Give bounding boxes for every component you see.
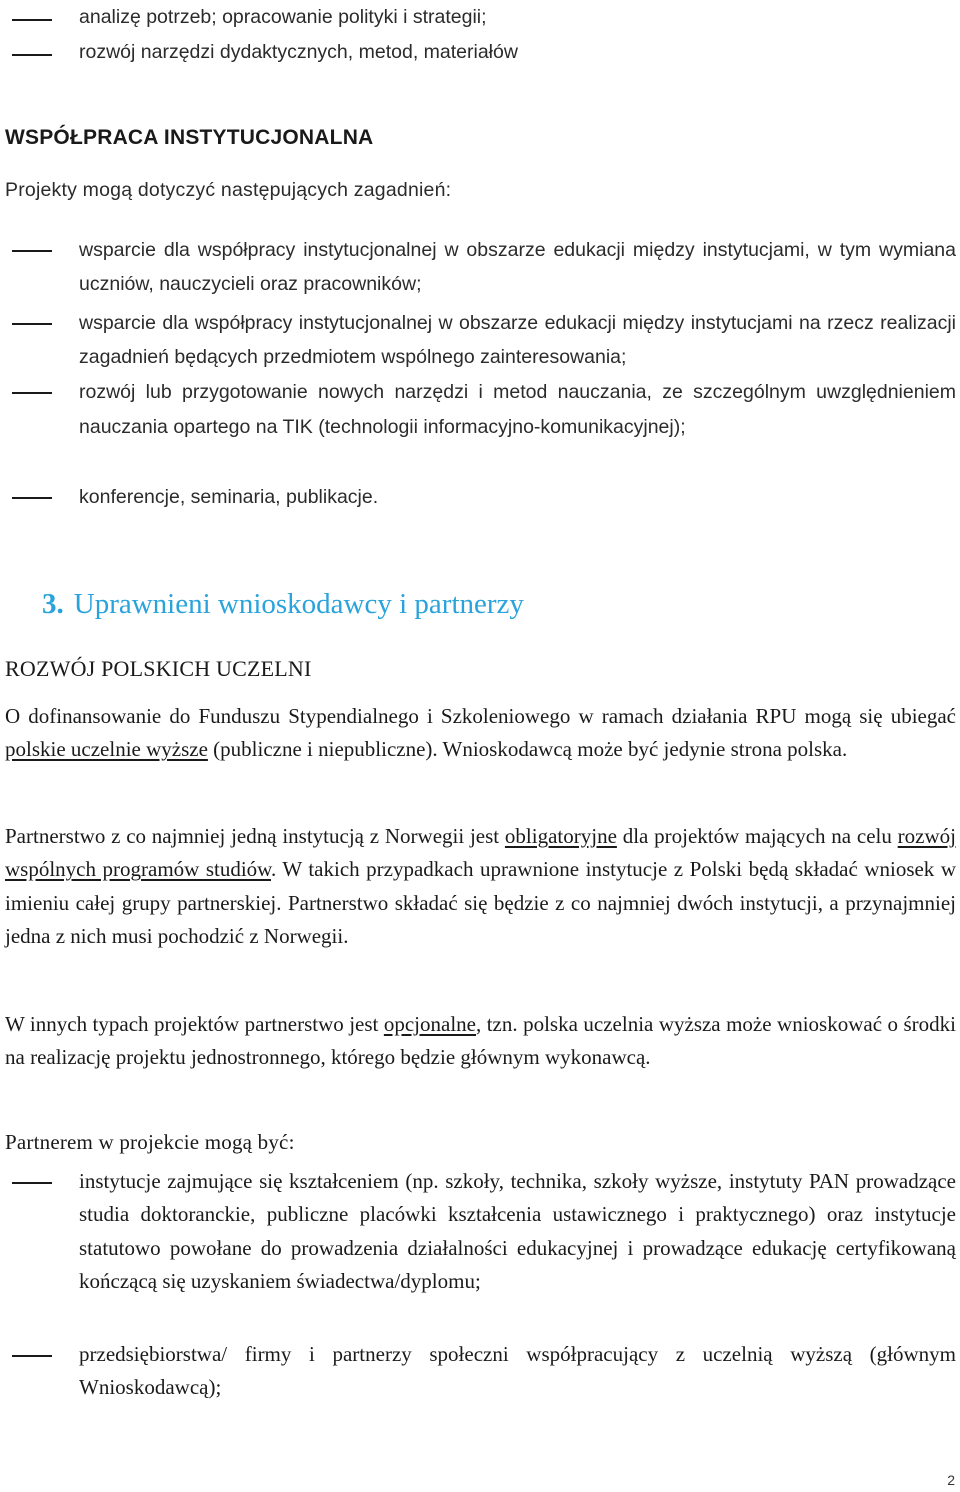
list-item-text: przedsiębiorstwa/ firmy i partnerzy społeczni współpracujący z uczelnią wyższą (głównym Wnioskodawcą); — [79, 1342, 956, 1400]
partners-intro: Partnerem w projekcie mogą być: — [5, 1130, 295, 1154]
dash-bullet — [12, 323, 52, 325]
paragraph-text: (publiczne i niepubliczne). Wnioskodawcą może być jedynie strona polska. — [207, 737, 848, 762]
dash-bullet — [12, 392, 52, 394]
section-heading-rozwoj: ROZWÓJ POLSKICH UCZELNI — [5, 656, 312, 681]
page-number: 2 — [947, 1472, 955, 1488]
dash-bullet — [12, 250, 52, 252]
dash-bullet — [12, 1182, 52, 1184]
dash-bullet — [12, 497, 52, 499]
paragraph-eligibility — [5, 700, 956, 767]
underlined-text: obligatoryjne — [504, 824, 617, 848]
section-title-text: Uprawnieni wnioskodawcy i partnerzy — [73, 588, 524, 620]
list-item-text: wsparcie dla współpracy instytucjonalnej w obszarze edukacji między instytucjami, w tym wymiana uczniów, nauczycieli oraz pracowników; — [79, 239, 956, 295]
paragraph-optional — [5, 1008, 956, 1075]
list-item-text: konferencje, seminaria, publikacje. — [79, 486, 379, 508]
paragraph-text: dla projektów mających na celu — [616, 824, 898, 848]
section-title — [42, 588, 524, 621]
paragraph-partnership — [5, 820, 956, 953]
underlined-text: opcjonalne — [383, 1012, 476, 1036]
paragraph-text: Partnerstwo z co najmniej jedną instytucją z Norwegii jest — [5, 824, 505, 848]
dash-bullet — [12, 19, 52, 21]
dash-bullet — [12, 1355, 52, 1357]
paragraph-text: W innych typach projektów partnerstwo jest — [5, 1012, 384, 1036]
paragraph-text: O dofinansowanie do Funduszu Stypendialnego i Szkoleniowego w ramach działania RPU mogą się ubiegać — [5, 704, 956, 728]
list-item-text: analizę potrzeb; opracowanie polityki i strategii; — [79, 6, 487, 28]
paragraph-text: , tzn. polska uczelnia wyższa może wnioskować o środki na realizację projektu jednostronnego, którego będzie głównym wykonawcą. — [5, 1012, 956, 1070]
list-item-text: wsparcie dla współpracy instytucjonalnej w obszarze edukacji między instytucjami na rzecz realizacji zagadnień będących przedmiotem wspólnego zainteresowania; — [79, 312, 956, 368]
section-number: 3. — [42, 588, 64, 620]
underlined-text: rozwój wspólnych programów studiów — [5, 824, 956, 882]
list-item-text: instytucje zajmujące się kształceniem (np. szkoły, technika, szkoły wyższe, instytuty PAN prowadzące studia doktoranckie, publiczne placówki kształcenia ustawicznego i praktycznego) oraz instytucje statutowo powołane do prowadzenia działalności edukacyjnej i prowadzące edukację certyfikowaną kończącą się uzyskaniem świadectwa/dyplomu; — [79, 1169, 956, 1293]
paragraph-text: . W takich przypadkach uprawnione instytucje z Polski będą składać wniosek w imieniu całej grupy partnerskiej. Partnerstwo składać się będzie z co najmniej dwóch instytucji, a przynajmniej jedna z nich musi pochodzić z Norwegii. — [5, 857, 956, 948]
cooperation-intro: Projekty mogą dotyczyć następujących zagadnień: — [5, 179, 452, 201]
underlined-text: polskie uczelnie wyższe — [5, 737, 208, 762]
section-heading-cooperation: WSPÓŁPRACA INSTYTUCJONALNA — [5, 126, 374, 149]
dash-bullet — [12, 54, 52, 56]
list-item-text: rozwój narzędzi dydaktycznych, metod, materiałów — [79, 41, 518, 63]
list-item-text: rozwój lub przygotowanie nowych narzędzi i metod nauczania, ze szczególnym uwzględnieniem nauczania opartego na TIK (technologii informacyjno-komunikacyjnej); — [79, 381, 956, 438]
